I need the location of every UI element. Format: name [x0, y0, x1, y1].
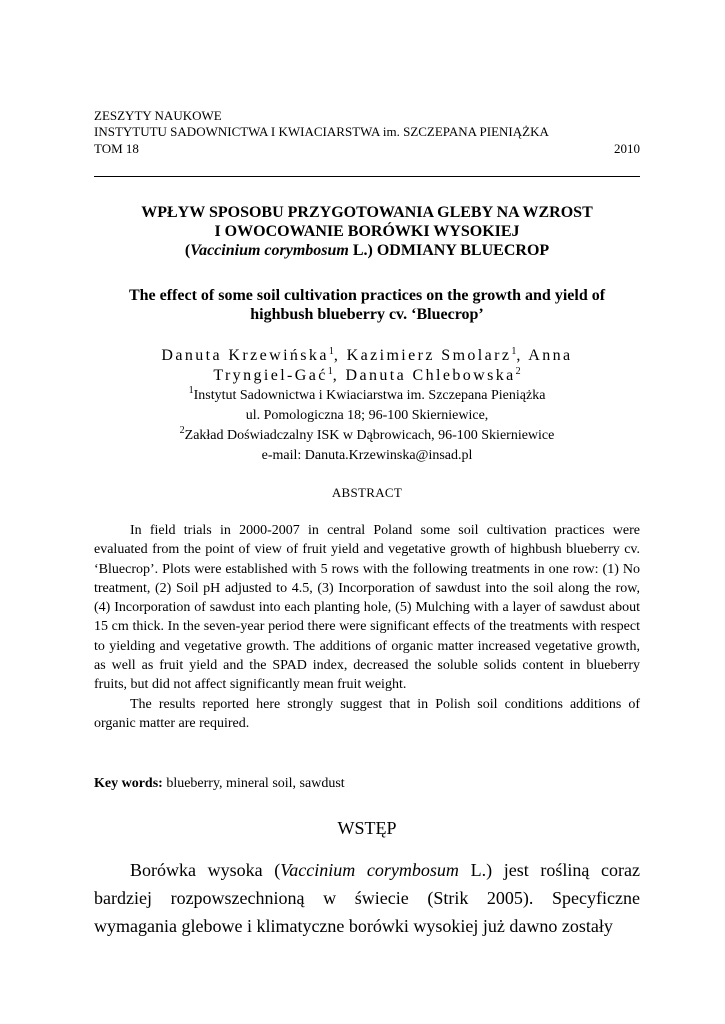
abstract-paragraph: The results reported here strongly suggest that in Polish soil conditions additions of organic matter are required.	[94, 696, 640, 731]
keywords-value: blueberry, mineral soil, sawdust	[162, 776, 345, 791]
abstract-heading: ABSTRACT	[331, 485, 403, 500]
affiliation-1: $^1$Instytut Sadownictwa i Kwiaciarstwa im. Szczepana Pieniążka	[188, 385, 546, 403]
abstract-paragraph: In field trials in 2000-2007 in central Poland some soil cultivation practices were evaluated from the point of view of fruit yield and vegetative growth of highbush blueberry cv. ‘Bluecrop’. Plots were established with 5 rows with the following treatments in one row: (1) No treatment, (2) Soil pH adjusted to 4.5, (3) Incorporation of sawdust into the soil along the row, (4) Incorporation of sawdust into each planting hole, (5) Mulching with a layer of sawdust about 15 cm thick. In the seven-year period there were significant effects of the treatments with respect to yielding and vegetative growth. The additions of organic matter increased vegetative growth, as well as fruit yield and the SPAD index, decreased the soluble solids content in blueberry fruits, but did not affect significantly mean fruit weight.	[94, 523, 640, 693]
section-heading: WSTĘP	[337, 818, 397, 838]
title-polish-line1: WPŁYW SPOSOBU PRZYGOTOWANIA GLEBY NA WZROST	[141, 204, 593, 221]
keywords	[94, 774, 640, 793]
abstract-body	[94, 521, 640, 733]
author-email: e-mail: Danuta.Krzewinska@insad.pl	[261, 448, 473, 463]
title-english	[94, 286, 640, 324]
journal-year: 2010	[614, 141, 640, 156]
journal-volume-row	[94, 141, 640, 157]
journal-institute: INSTYTUTU SADOWNICTWA I KWIACIARSTWA im. SZCZEPANA PIENIĄŻKA	[94, 124, 549, 139]
title-english-line1: The effect of some soil cultivation practices on the growth and yield of	[128, 287, 606, 304]
title-polish-line3: (Vaccinium corymbosum L.) ODMIANY BLUECROP	[184, 242, 550, 259]
body-text	[94, 856, 640, 940]
journal-name: ZESZYTY NAUKOWE	[94, 108, 222, 123]
affiliation-1-address: ul. Pomologiczna 18; 96-100 Skierniewice,	[245, 408, 489, 423]
title-english-line2: highbush blueberry cv. ‘Bluecrop’	[250, 306, 484, 323]
authors	[94, 346, 640, 386]
keywords-label: Key words:	[94, 776, 163, 791]
body-paragraph: Borówka wysoka (Vaccinium corymbosum L.) jest rośliną coraz bardziej rozpowszechnioną w świecie (Strik 2005). Specyficzne wymagania glebowe i klimatyczne borówki wysokiej już dawno zostały	[94, 860, 640, 936]
header-rule	[94, 176, 640, 177]
authors-line1: Danuta Krzewińska$^1$, Kazimierz Smolarz$^1$, Anna	[161, 346, 573, 364]
affiliations	[94, 386, 640, 466]
title-polish-line2: I OWOCOWANIE BORÓWKI WYSOKIEJ	[214, 223, 520, 240]
title-polish	[94, 203, 640, 260]
authors-line2: Tryngiel-Gać$^1$, Danuta Chlebowska$^2$	[213, 366, 521, 384]
journal-volume: TOM 18	[94, 141, 139, 156]
title-species: Vaccinium corymbosum	[190, 242, 349, 259]
affiliation-2: $^2$Zakład Doświadczalny ISK w Dąbrowicach, 96-100 Skierniewice	[179, 425, 555, 443]
body-species: Vaccinium corymbosum	[280, 860, 459, 880]
